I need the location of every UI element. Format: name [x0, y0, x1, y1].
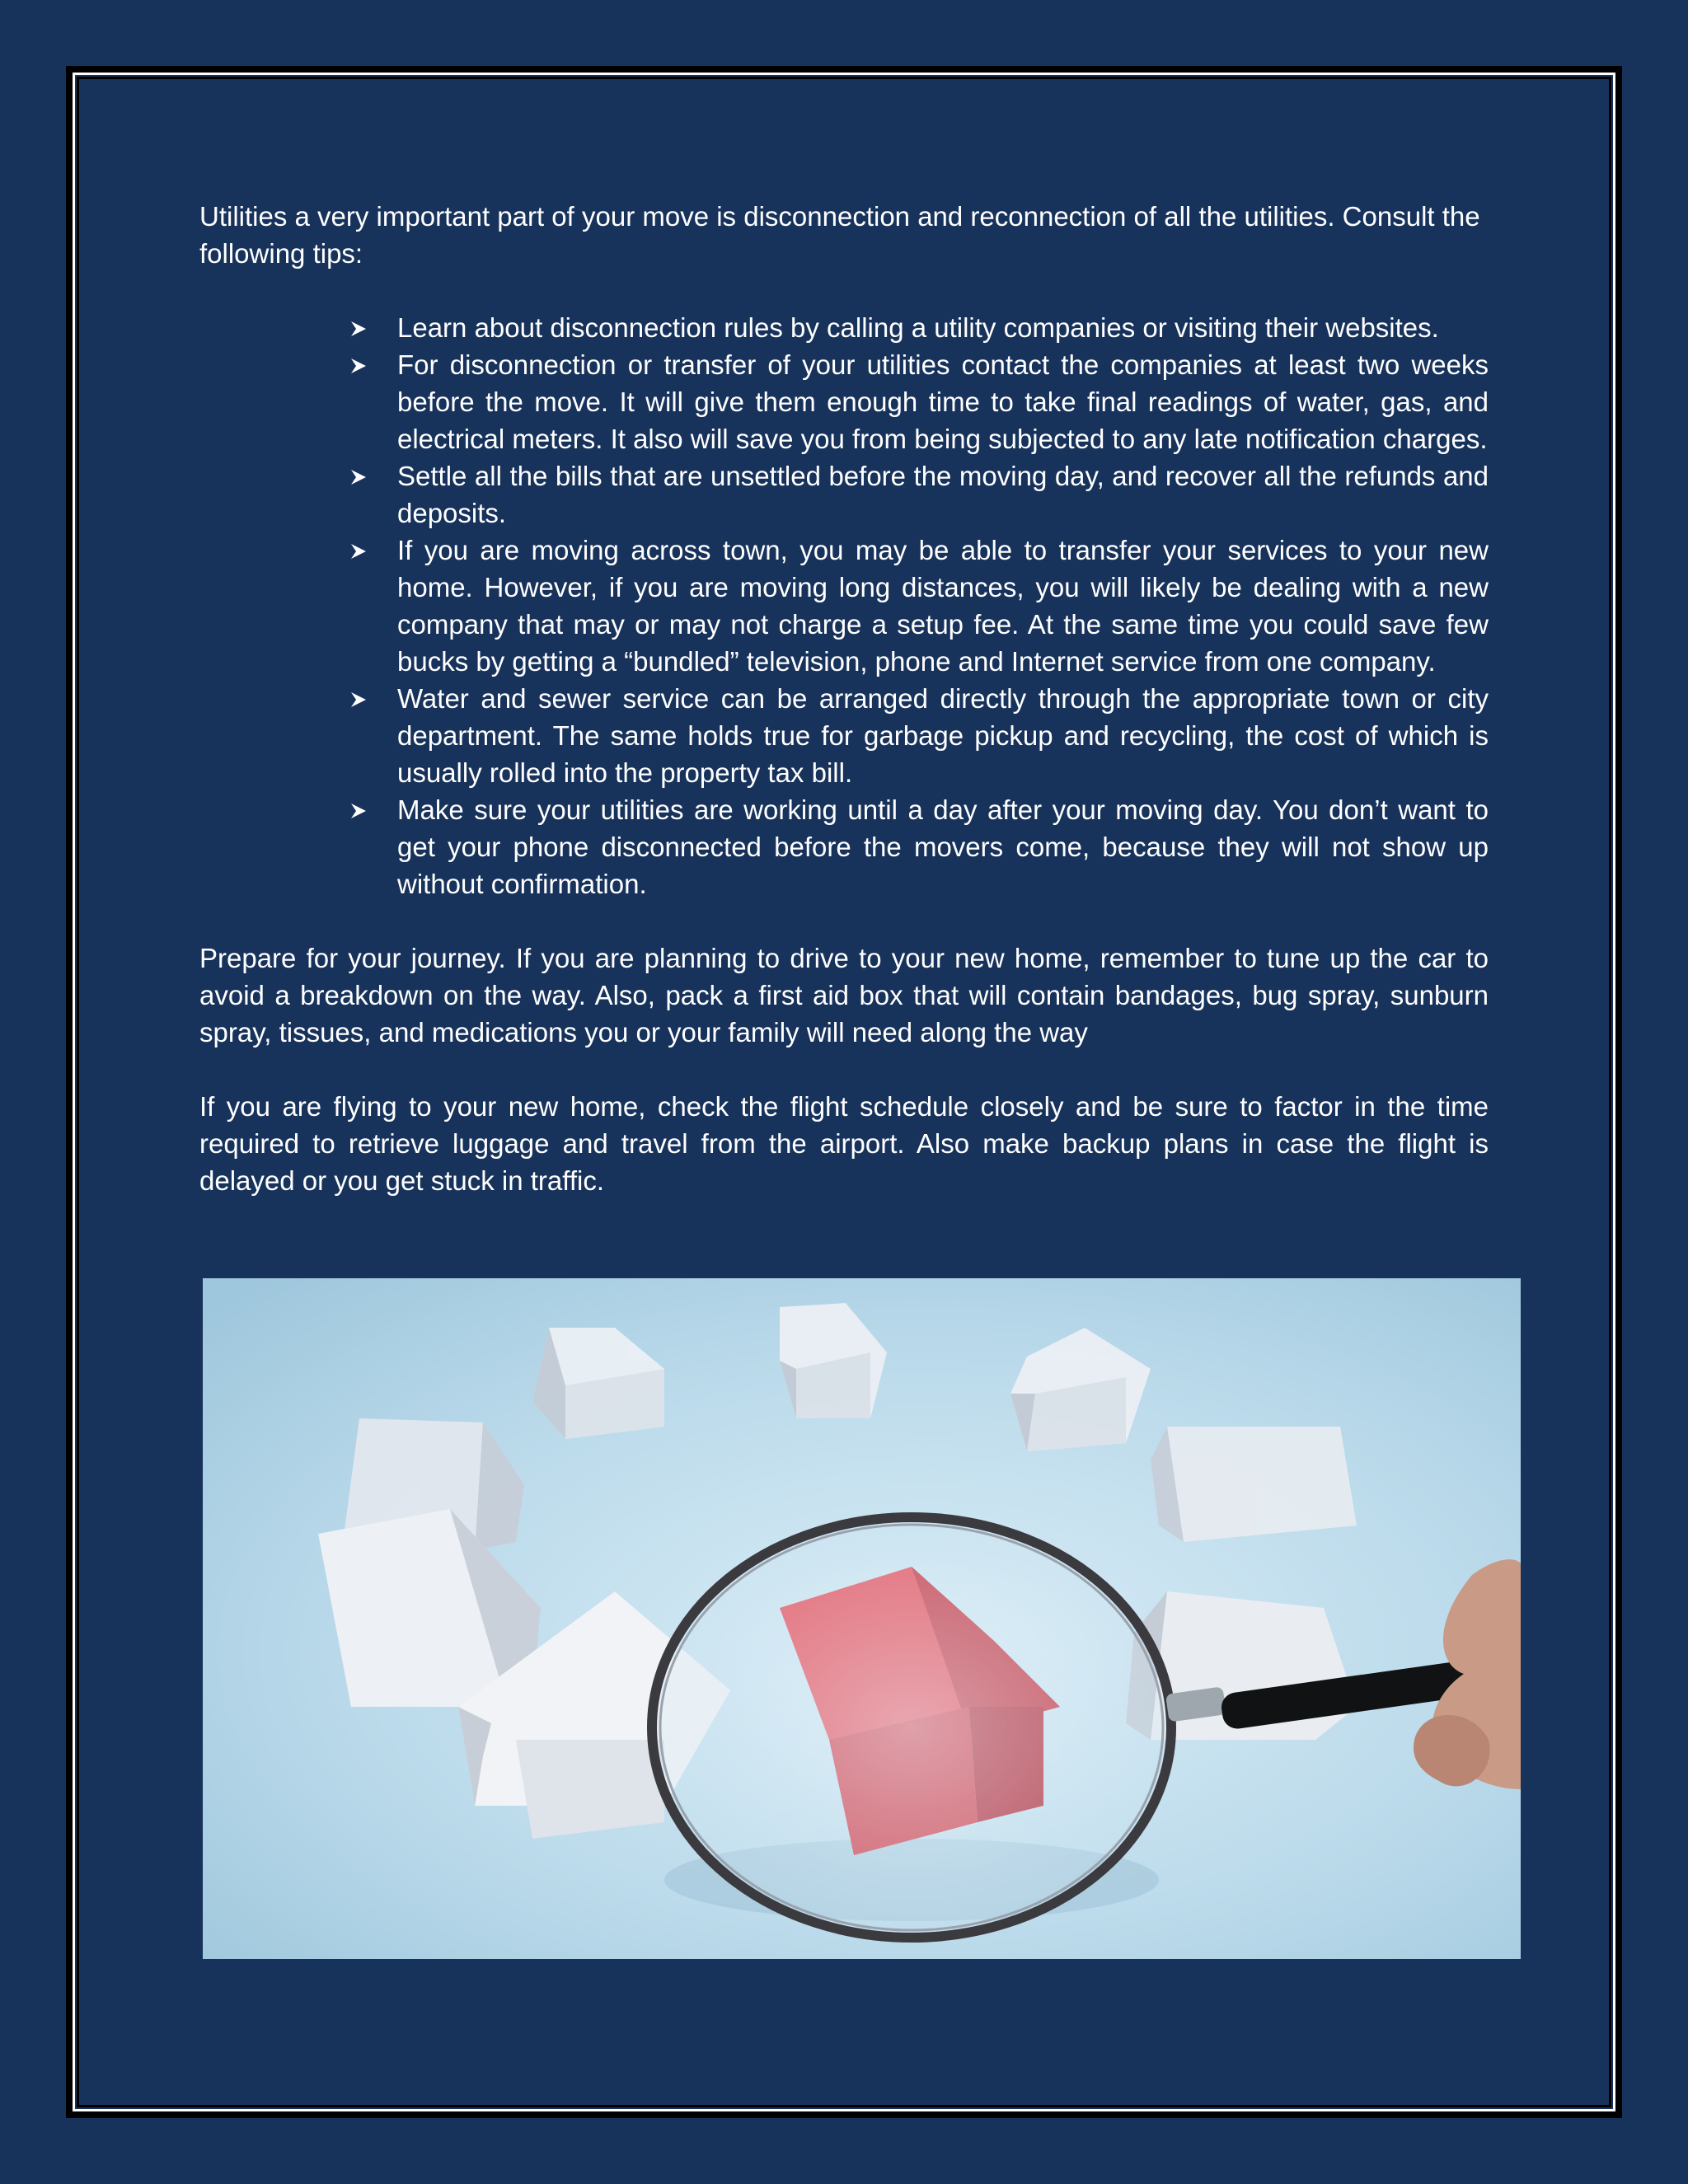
list-item [397, 457, 1489, 532]
list-item [397, 532, 1489, 680]
utilities-tips-list [199, 309, 1489, 902]
arrowhead-bullet-icon [349, 532, 369, 569]
houses-magnifying-glass-photo [203, 1278, 1521, 1959]
tip-text: For disconnection or transfer of your utilities contact the companies at least two weeks before the move. It will give them enough time to take final readings of water, gas, and electrical meters. It also will save you from being subjected to any late notification charges. [397, 349, 1489, 454]
journey-paragraph: Prepare for your journey. If you are planning to drive to your new home, remember to tune up the car to avoid a breakdown on the way. Also, pack a first aid box that will contain bandages, bug spray, sunburn spray, tissues, and medications you or your family will need along the way [199, 943, 1489, 1047]
arrowhead-bullet-icon [349, 346, 369, 383]
list-item [397, 791, 1489, 902]
arrowhead-bullet-icon [349, 680, 369, 717]
paragraph-spacer [199, 1051, 1489, 1088]
arrowhead-bullet-icon [349, 457, 369, 494]
document-body [199, 198, 1489, 1199]
list-item [397, 680, 1489, 791]
arrowhead-bullet-icon [349, 791, 369, 828]
list-item [397, 346, 1489, 457]
white-house [1151, 1427, 1357, 1542]
tip-text: If you are moving across town, you may be able to transfer your services to your new home. However, if you are moving long distances, you will likely be dealing with a new company that may or may not charge a setup fee. At the same time you could save few bucks by getting a “bundled” television, phone and Internet service from one company. [397, 535, 1489, 677]
tip-text: Learn about disconnection rules by calling a utility companies or visiting their websites. [397, 312, 1439, 343]
arrowhead-bullet-icon [349, 309, 369, 346]
utilities-intro-paragraph: Utilities a very important part of your move is disconnection and reconnection of all the utilities. Consult the following tips: [199, 201, 1480, 269]
photo-illustration [203, 1278, 1521, 1959]
tip-text: Make sure your utilities are working until a day after your moving day. You don’t want to get your phone disconnected before the movers come, because they will not show up without confirmation. [397, 794, 1489, 899]
list-item [397, 309, 1489, 346]
flying-paragraph: If you are flying to your new home, check the flight schedule closely and be sure to factor in the time required to retrieve luggage and travel from the airport. Also make backup plans in case the flight is delayed or you get stuck in traffic. [199, 1091, 1489, 1196]
tip-text: Settle all the bills that are unsettled before the moving day, and recover all the refunds and deposits. [397, 461, 1489, 528]
tip-text: Water and sewer service can be arranged directly through the appropriate town or city department. The same holds true for garbage pickup and recycling, the cost of which is usually rolled into the property tax bill. [397, 683, 1489, 788]
